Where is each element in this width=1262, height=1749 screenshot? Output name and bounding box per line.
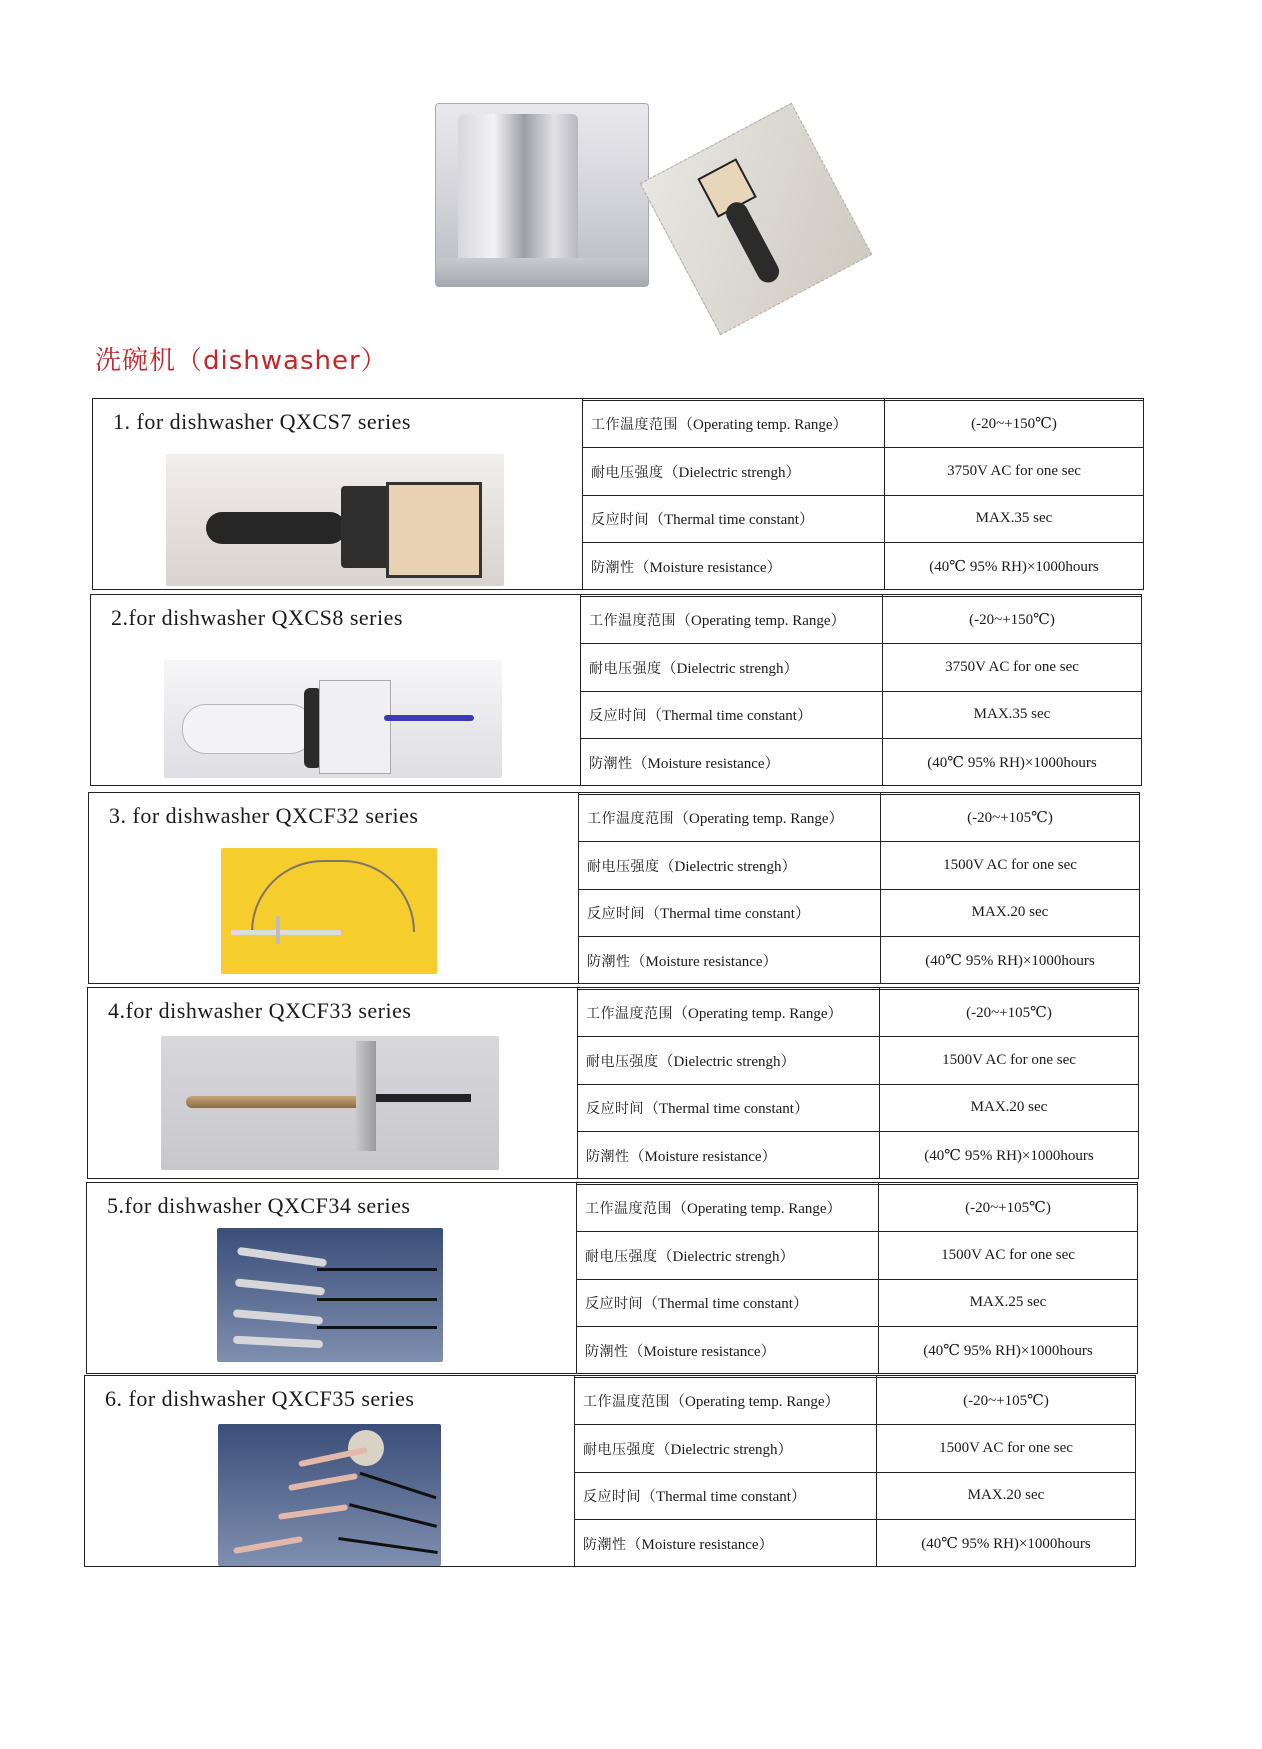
spec-label: 工作温度范围（Operating temp. Range） <box>578 989 880 1037</box>
product-photo <box>161 1036 499 1170</box>
product-photo <box>164 660 502 778</box>
spec-label: 耐电压强度（Dielectric strengh） <box>577 1232 879 1280</box>
spec-row <box>575 1520 1135 1566</box>
spec-value: MAX.35 sec <box>885 495 1144 543</box>
spec-row <box>579 842 1139 890</box>
spec-label: 反应时间（Thermal time constant） <box>579 889 881 937</box>
spec-row <box>577 1184 1137 1232</box>
spec-row <box>578 1084 1138 1132</box>
spec-value: MAX.20 sec <box>880 1084 1139 1132</box>
spec-row <box>575 1425 1135 1473</box>
spec-value: MAX.20 sec <box>881 889 1140 937</box>
spec-table <box>578 988 1138 1178</box>
spec-row <box>578 1037 1138 1085</box>
spec-value: (-20~+105℃) <box>881 794 1140 842</box>
product-heading: 1. for dishwasher QXCS7 series <box>113 409 411 434</box>
spec-row <box>583 495 1143 543</box>
spec-label: 耐电压强度（Dielectric strengh） <box>578 1037 880 1085</box>
product-block-3 <box>88 792 1140 984</box>
spec-table <box>583 399 1143 589</box>
spec-value: MAX.20 sec <box>877 1472 1136 1520</box>
section-title: 洗碗机（dishwasher） <box>95 346 388 376</box>
spec-label: 反应时间（Thermal time constant） <box>577 1279 879 1327</box>
product-block-5 <box>86 1182 1138 1374</box>
spec-table <box>577 1183 1137 1373</box>
spec-label: 工作温度范围（Operating temp. Range） <box>579 794 881 842</box>
spec-value: 1500V AC for one sec <box>880 1037 1139 1085</box>
spec-value: MAX.25 sec <box>879 1279 1138 1327</box>
product-heading: 4.for dishwasher QXCF33 series <box>108 998 412 1023</box>
product-heading: 2.for dishwasher QXCS8 series <box>111 605 403 630</box>
spec-table <box>579 793 1139 983</box>
spec-value: (-20~+105℃) <box>880 989 1139 1037</box>
product-photo <box>166 454 504 586</box>
spec-value: (40℃ 95% RH)×1000hours <box>927 754 1097 771</box>
spec-label: 防潮性（Moisture resistance） <box>577 1327 879 1373</box>
product-photo <box>221 848 437 974</box>
product-heading: 5.for dishwasher QXCF34 series <box>107 1193 411 1218</box>
spec-row <box>583 543 1143 589</box>
spec-value: 3750V AC for one sec <box>885 448 1144 496</box>
spec-label: 防潮性（Moisture resistance） <box>581 739 883 785</box>
spec-row <box>581 691 1141 739</box>
spec-value: (-20~+105℃) <box>879 1184 1138 1232</box>
spec-label: 耐电压强度（Dielectric strengh） <box>579 842 881 890</box>
dishwasher-image <box>435 103 649 287</box>
spec-value: 1500V AC for one sec <box>879 1232 1138 1280</box>
spec-value: (40℃ 95% RH)×1000hours <box>923 1342 1093 1359</box>
product-heading: 3. for dishwasher QXCF32 series <box>109 803 419 828</box>
spec-value: (40℃ 95% RH)×1000hours <box>921 1535 1091 1552</box>
spec-value: (-20~+150℃) <box>885 400 1144 448</box>
spec-label: 反应时间（Thermal time constant） <box>575 1472 877 1520</box>
spec-label: 反应时间（Thermal time constant） <box>581 691 883 739</box>
spec-row <box>578 1132 1138 1178</box>
spec-row <box>579 794 1139 842</box>
product-photo <box>218 1424 441 1566</box>
product-block-2 <box>90 594 1142 786</box>
spec-row <box>581 644 1141 692</box>
spec-value: (-20~+105℃) <box>877 1377 1136 1425</box>
spec-label: 防潮性（Moisture resistance） <box>578 1132 880 1178</box>
spec-label: 防潮性（Moisture resistance） <box>579 937 881 983</box>
spec-value: 1500V AC for one sec <box>877 1425 1136 1473</box>
product-block-6 <box>84 1375 1136 1567</box>
spec-value: MAX.35 sec <box>883 691 1142 739</box>
spec-label: 工作温度范围（Operating temp. Range） <box>577 1184 879 1232</box>
spec-label: 反应时间（Thermal time constant） <box>578 1084 880 1132</box>
spec-row <box>581 596 1141 644</box>
spec-table <box>581 595 1141 785</box>
spec-row <box>575 1472 1135 1520</box>
product-photo <box>217 1228 443 1362</box>
spec-row <box>579 889 1139 937</box>
spec-row <box>575 1377 1135 1425</box>
spec-value: 3750V AC for one sec <box>883 644 1142 692</box>
spec-label: 工作温度范围（Operating temp. Range） <box>575 1377 877 1425</box>
spec-label: 耐电压强度（Dielectric strengh） <box>575 1425 877 1473</box>
spec-label: 防潮性（Moisture resistance） <box>575 1520 877 1566</box>
spec-row <box>577 1279 1137 1327</box>
product-heading: 6. for dishwasher QXCF35 series <box>105 1386 415 1411</box>
spec-row <box>583 448 1143 496</box>
sensor-card-image <box>640 103 873 336</box>
spec-row <box>581 739 1141 785</box>
spec-table <box>575 1376 1135 1566</box>
spec-row <box>578 989 1138 1037</box>
spec-value: 1500V AC for one sec <box>881 842 1140 890</box>
spec-row <box>579 937 1139 983</box>
spec-row <box>583 400 1143 448</box>
spec-row <box>577 1232 1137 1280</box>
spec-value: (-20~+150℃) <box>883 596 1142 644</box>
spec-value: (40℃ 95% RH)×1000hours <box>925 952 1095 969</box>
spec-label: 耐电压强度（Dielectric strengh） <box>583 448 885 496</box>
spec-value: (40℃ 95% RH)×1000hours <box>924 1147 1094 1164</box>
spec-label: 耐电压强度（Dielectric strengh） <box>581 644 883 692</box>
spec-row <box>577 1327 1137 1373</box>
spec-label: 防潮性（Moisture resistance） <box>583 543 885 589</box>
product-block-4 <box>87 987 1139 1179</box>
spec-label: 工作温度范围（Operating temp. Range） <box>581 596 883 644</box>
spec-value: (40℃ 95% RH)×1000hours <box>929 558 1099 575</box>
spec-label: 工作温度范围（Operating temp. Range） <box>583 400 885 448</box>
product-block-1 <box>92 398 1144 590</box>
hero-images <box>435 95 875 330</box>
spec-label: 反应时间（Thermal time constant） <box>583 495 885 543</box>
